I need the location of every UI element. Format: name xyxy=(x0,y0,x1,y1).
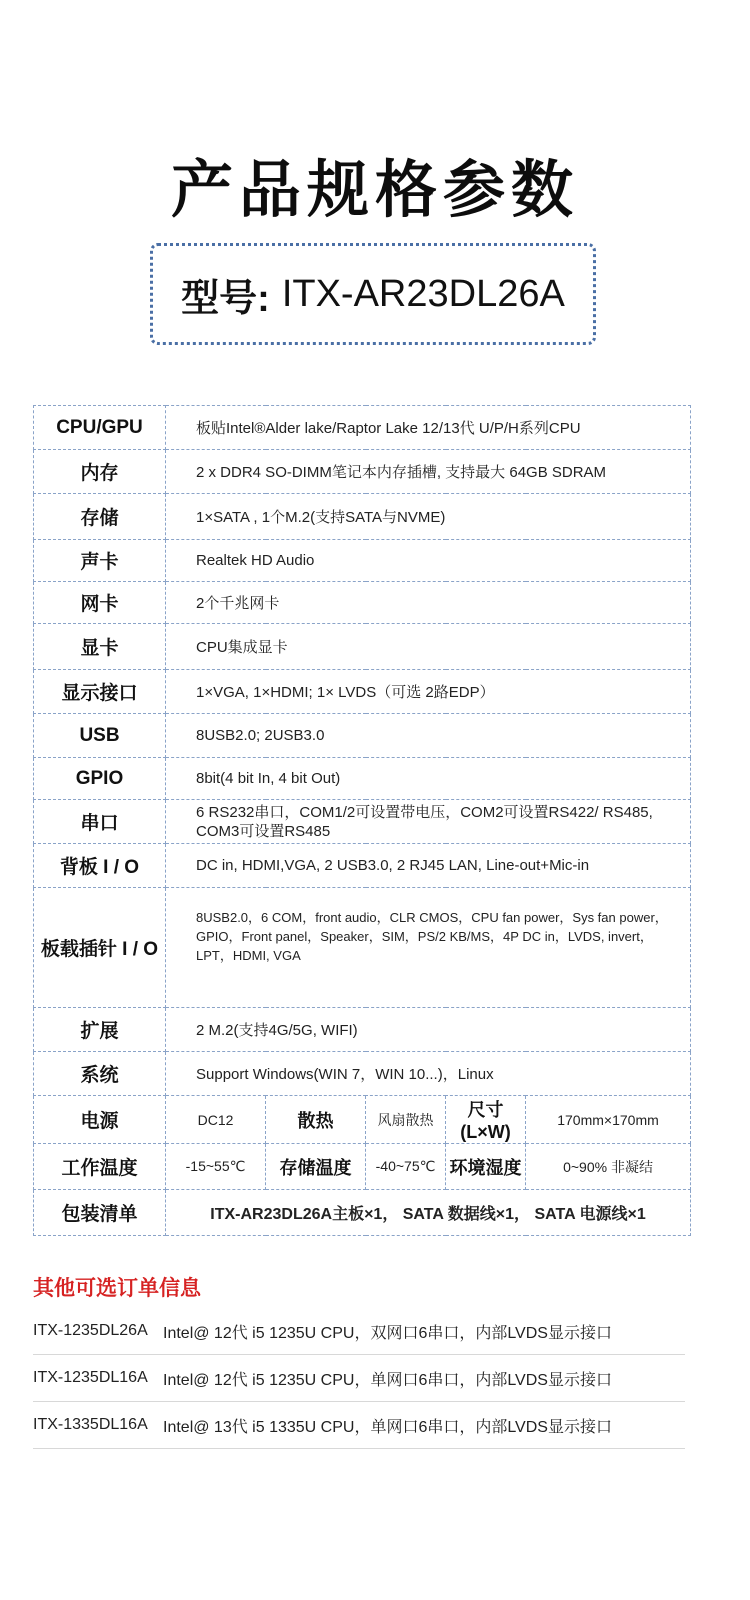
spec-row-package xyxy=(34,1190,691,1236)
spec-table xyxy=(33,405,691,1236)
op-temp-value: -15~55℃ xyxy=(166,1144,266,1190)
page-title: 产品规格参数 xyxy=(170,156,579,225)
humidity-key: 环境湿度 xyxy=(446,1144,526,1190)
order-desc: Intel@ 12代 i5 1235U CPU，双网口6串口，内部LVDS显示接口 xyxy=(163,1324,612,1342)
size-value: 170mm×170mm xyxy=(526,1096,691,1144)
model-value: ITX-AR23DL26A xyxy=(281,272,565,315)
spec-row-graphics xyxy=(34,624,691,670)
spec-row-serial xyxy=(34,800,691,844)
spec-row-temperature xyxy=(34,1144,691,1190)
model-box xyxy=(150,243,596,345)
spec-key: 内存 xyxy=(34,450,166,494)
order-code: ITX-1235DL26A xyxy=(33,1322,148,1339)
spec-row-usb xyxy=(34,714,691,758)
order-item xyxy=(33,1402,685,1449)
order-item xyxy=(33,1308,685,1355)
power-value: DC12 xyxy=(166,1096,266,1144)
spec-key: 背板 I / O xyxy=(34,844,166,888)
spec-key: 显示接口 xyxy=(34,670,166,714)
spec-value: 8USB2.0，6 COM，front audio，CLR CMOS，CPU fan power，Sys fan power，GPIO，Front panel，Speaker，SIM，PS/2 KB/MS，4P DC in，LVDS, invert，LPT，HDMI, VGA xyxy=(166,888,691,1008)
spec-row-expansion xyxy=(34,1008,691,1052)
spec-key: 系统 xyxy=(34,1052,166,1096)
spec-row-memory xyxy=(34,450,691,494)
spec-key: 工作温度 xyxy=(34,1144,166,1190)
spec-key: 包装清单 xyxy=(34,1190,166,1236)
spec-key: GPIO xyxy=(34,758,166,800)
spec-value: DC in, HDMI,VGA, 2 USB3.0, 2 RJ45 LAN, Line-out+Mic-in xyxy=(166,844,691,888)
spec-row-storage xyxy=(34,494,691,540)
spec-row-system xyxy=(34,1052,691,1096)
spec-value: CPU集成显卡 xyxy=(166,624,691,670)
spec-row-network xyxy=(34,582,691,624)
spec-row-power xyxy=(34,1096,691,1144)
storage-temp-key: 存储温度 xyxy=(266,1144,366,1190)
order-item xyxy=(33,1355,685,1402)
spec-value: 6 RS232串口，COM1/2可设置带电压，COM2可设置RS422/ RS485, COM3可设置RS485 xyxy=(166,800,691,844)
spec-row-rear-io xyxy=(34,844,691,888)
spec-value: 板贴Intel®Alder lake/Raptor Lake 12/13代 U/P/H系列CPU xyxy=(166,406,691,450)
spec-key: 电源 xyxy=(34,1096,166,1144)
order-code: ITX-1235DL16A xyxy=(33,1369,148,1386)
other-options-title: 其他可选订单信息 xyxy=(33,1277,201,1300)
spec-key: 板载插针 I / O xyxy=(34,888,166,1008)
spec-value: 2 M.2(支持4G/5G, WIFI) xyxy=(166,1008,691,1052)
spec-value: 8bit(4 bit In, 4 bit Out) xyxy=(166,758,691,800)
order-list xyxy=(33,1308,685,1449)
spec-value: Realtek HD Audio xyxy=(166,540,691,582)
order-desc: Intel@ 12代 i5 1235U CPU，单网口6串口，内部LVDS显示接口 xyxy=(163,1371,612,1389)
spec-row-onboard-io xyxy=(34,888,691,1008)
spec-key: 网卡 xyxy=(34,582,166,624)
spec-key: 串口 xyxy=(34,800,166,844)
spec-value: 1×VGA, 1×HDMI; 1× LVDS（可选 2路EDP） xyxy=(166,670,691,714)
order-desc: Intel@ 13代 i5 1335U CPU，单网口6串口，内部LVDS显示接口 xyxy=(163,1418,612,1436)
spec-value: 8USB2.0; 2USB3.0 xyxy=(166,714,691,758)
spec-key: CPU/GPU xyxy=(34,406,166,450)
spec-key: 显卡 xyxy=(34,624,166,670)
spec-value: Support Windows(WIN 7，WIN 10...)，Linux xyxy=(166,1052,691,1096)
humidity-value: 0~90% 非凝结 xyxy=(526,1144,691,1190)
spec-value: 2 x DDR4 SO-DIMM笔记本内存插槽, 支持最大 64GB SDRAM xyxy=(166,450,691,494)
spec-value: ITX-AR23DL26A主板×1， SATA 数据线×1， SATA 电源线×1 xyxy=(166,1190,691,1236)
spec-value: 1×SATA , 1个M.2(支持SATA与NVME) xyxy=(166,494,691,540)
spec-row-audio xyxy=(34,540,691,582)
spec-value: 2个千兆网卡 xyxy=(166,582,691,624)
size-key: 尺寸(L×W) xyxy=(446,1096,526,1144)
cooling-key: 散热 xyxy=(266,1096,366,1144)
spec-key: USB xyxy=(34,714,166,758)
cooling-value: 风扇散热 xyxy=(366,1096,446,1144)
spec-row-cpu xyxy=(34,406,691,450)
spec-row-gpio xyxy=(34,758,691,800)
storage-temp-value: -40~75℃ xyxy=(366,1144,446,1190)
spec-row-display xyxy=(34,670,691,714)
spec-key: 声卡 xyxy=(34,540,166,582)
spec-key: 扩展 xyxy=(34,1008,166,1052)
model-label: 型号: xyxy=(181,277,270,320)
order-code: ITX-1335DL16A xyxy=(33,1416,148,1433)
spec-key: 存储 xyxy=(34,494,166,540)
